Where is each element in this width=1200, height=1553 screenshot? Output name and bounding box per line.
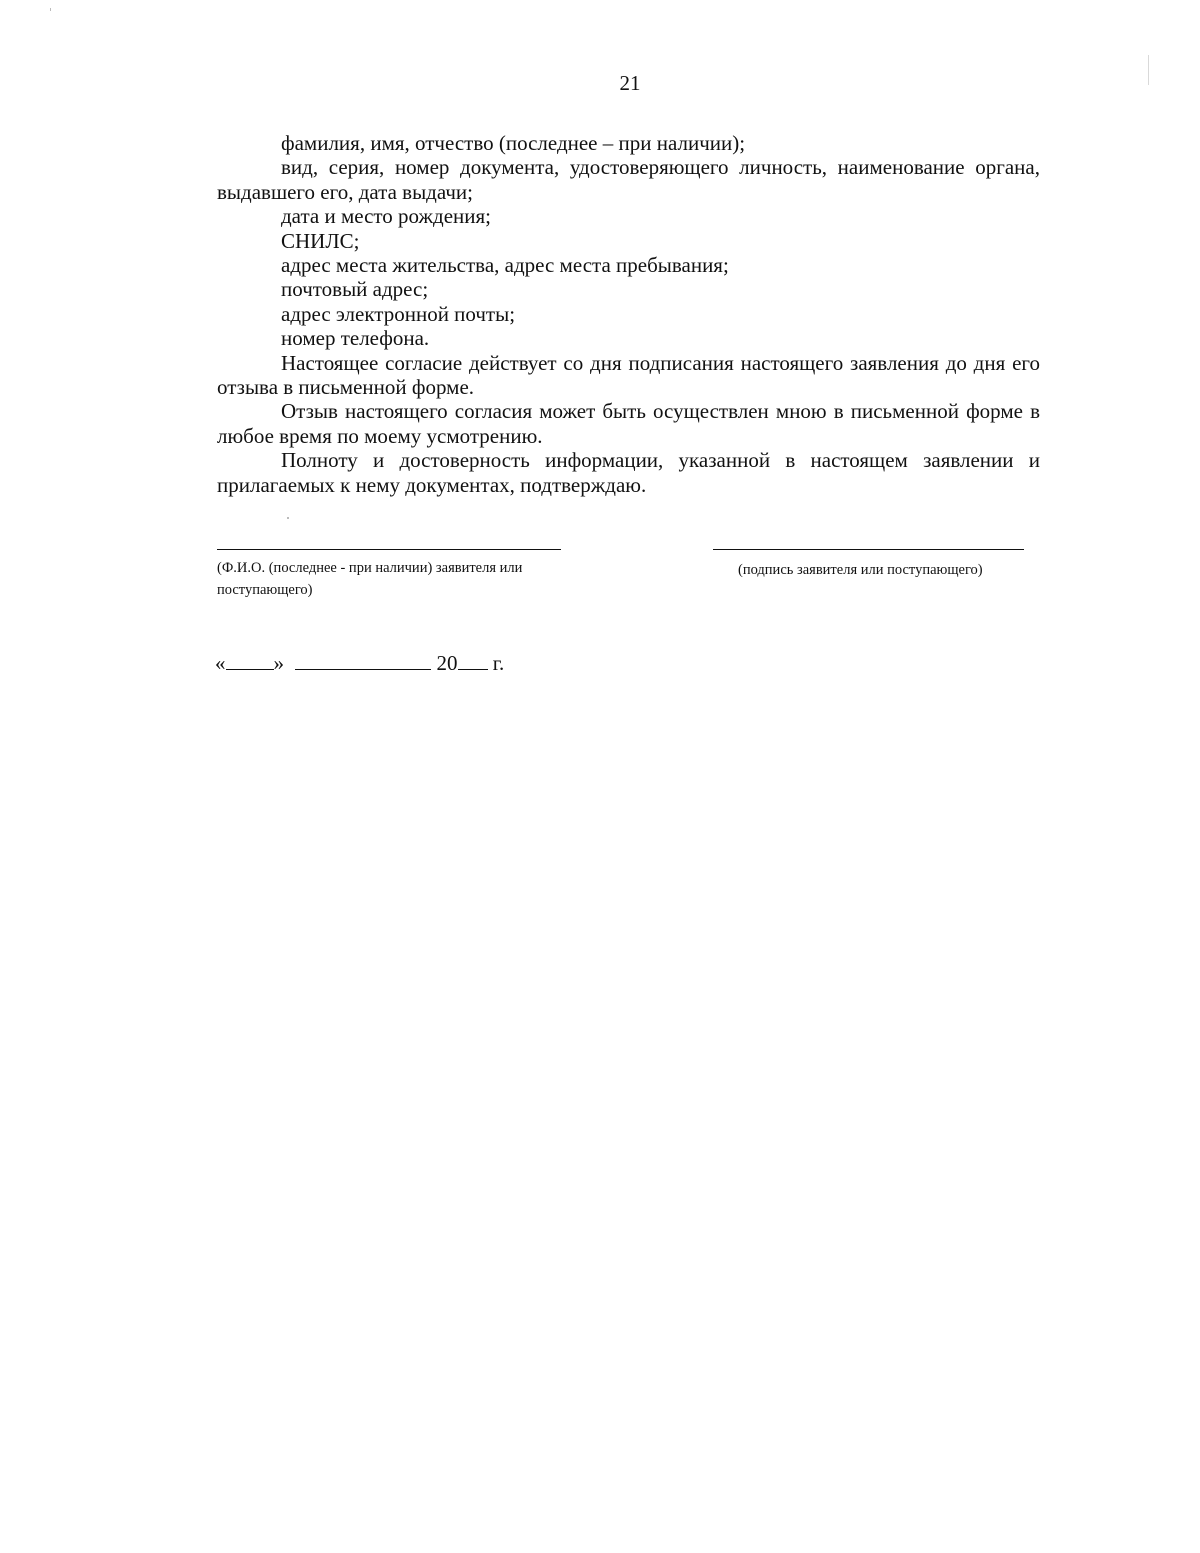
list-item-email: адрес электронной почты;: [281, 301, 516, 326]
list-item-phone: номер телефона.: [281, 326, 430, 351]
date-line: [215, 650, 504, 676]
scan-edge-mark: [1148, 55, 1149, 85]
consent-text: [217, 131, 1040, 497]
consent-validity-paragraph: Настоящее согласие действует со дня подписания настоящего заявления до дня его отзыва в письменной форме.: [217, 350, 1040, 400]
list-item-residence-address: адрес места жительства, адрес места пребывания;: [281, 253, 729, 278]
list-item-postal-address: почтовый адрес;: [281, 277, 429, 302]
date-close-quote: »: [273, 651, 284, 675]
list-item-full-name: фамилия, имя, отчество (последнее – при наличии);: [281, 131, 746, 155]
list-item-birth-date-place: дата и место рождения;: [281, 204, 492, 229]
signature-caption: (подпись заявителя или поступающего): [738, 562, 983, 578]
year-suffix: г.: [492, 651, 505, 675]
day-blank: [226, 651, 274, 670]
year-blank: [458, 651, 488, 670]
signature-line: [713, 549, 1024, 550]
list-item-snils: СНИЛС;: [281, 228, 360, 253]
date-open-quote: «: [215, 651, 226, 675]
month-blank: [295, 651, 431, 670]
year-prefix: 20: [436, 651, 458, 675]
page-number: 21: [619, 71, 641, 95]
consent-withdrawal-paragraph: Отзыв настоящего согласия может быть осуществлен мною в письменной форме в любое время по моему усмотрению.: [217, 399, 1040, 448]
scan-speck: [50, 8, 51, 11]
name-caption: (Ф.И.О. (последнее - при наличии) заявителя или поступающего): [217, 560, 523, 598]
list-item-identity-document: вид, серия, номер документа, удостоверяющего личность, наименование органа, выдавшего его, дата выдачи;: [217, 155, 1040, 204]
name-signature-line: [217, 549, 561, 550]
confirmation-paragraph: Полноту и достоверность информации, указанной в настоящем заявлении и прилагаемых к нему документах, подтверждаю.: [217, 448, 1040, 497]
scan-speck: [287, 517, 289, 519]
